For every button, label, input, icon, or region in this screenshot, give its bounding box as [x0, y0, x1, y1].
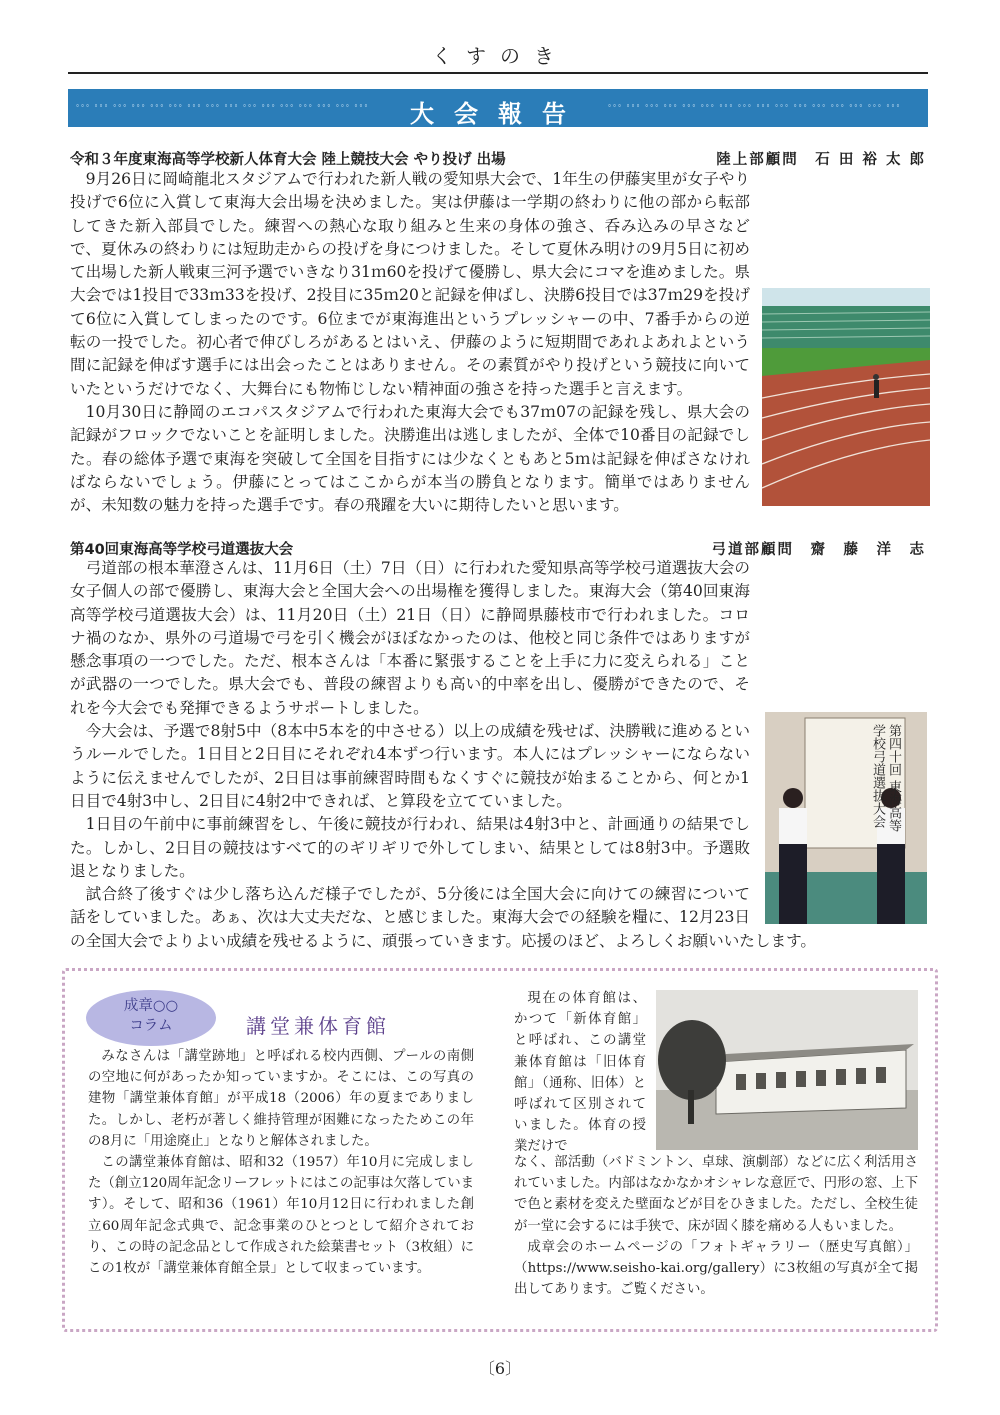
title-rule — [68, 72, 928, 74]
article2-paragraph-3: 1日目の午前中に事前練習をし、午後に競技が行われ、結果は4射3中と、計画通りの結果でした。しかし、2日目の競技はすべて的のギリギリで外してしまい、結果としては8射3中。予選敗退となりました。 — [70, 815, 750, 880]
column-left-paragraph-1: みなさんは「講堂跡地」と呼ばれる校内西側、プールの南側の空地に何があったか知っていますか。そこには、この写真の建物「講堂兼体育館」が平成18（2006）年の夏までありました。しかし、老朽が著しく維持管理が困難になったためこの年の8月に「用途廃止」となりと解体されました。 — [88, 1049, 474, 1149]
column-badge-line1: 成章○○ — [123, 998, 179, 1014]
kyudo-banner-text: 第四十回 東海高等学校弓道選抜大会 — [870, 724, 901, 833]
article2-paragraph-1: 弓道部の根本華澄さんは、11月6日（土）7日（日）に行われた愛知県高等学校弓道選抜大会の女子個人の部で優勝し、東海大会と全国大会への出場権を獲得しました。東海大会（第40回東海高等学校弓道選抜大会）は、11月20日（土）21日（日）に静岡県藤枝市で行われました。コロナ禍のなか、県外の弓道場で弓を引く機会がほぼなかったのは、他校と同じ条件ではありますが懸念事項の一つでした。ただ、根本さんは「本番に緊張することを上手に力に変えられる」ことが武器の一つでした。県大会でも、普段の練習よりも高い的中率を出し、優勝ができたので、それを今大会でも発揮できるようサポートしました。 — [70, 559, 750, 717]
column-badge — [86, 990, 216, 1046]
gym-photo — [656, 990, 918, 1150]
article2-title: 第40回東海高等学校弓道選抜大会 — [70, 542, 294, 558]
banner-title: 大会報告 — [410, 100, 586, 128]
article1-paragraph-2: 10月30日に静岡のエコパスタジアムで行われた東海大会でも37ｍ07の記録を残し、県大会の記録がフロックでないことを証明しました。決勝進出は逃しましたが、全体で10番目の記録でした。春の総体予選で東海を突破して全国を目指すには少なくともあと5ｍは記録を伸ばさなければならないでしょう。伊藤にとってはここからが本当の勝負となります。簡単ではありませんが、未知数の魅力を持った選手です。春の飛躍を大いに期待したいと思います。 — [70, 402, 750, 515]
article2-paragraph-2: 今大会は、予選で8射5中（8本中5本を的中させる）以上の成績を残せば、決勝戦に進めるというルールでした。1日目と2日目にそれぞれ4本ずつ行います。本人にはプレッシャーにならないように伝えませんでしたが、2日目は事前練習時間もなくすぐに競技が始まることから、何とか1日目で4射3中し、2日目に4射2中できれば、と算段を立てていました。 — [70, 722, 750, 810]
article1-paragraph-1: 9月26日に岡崎龍北スタジアムで行われた新人戦の愛知県大会で、1年生の伊藤実里が女子やり投げで6位に入賞して東海大会出場を決めました。実は伊藤は一学期の終わりに他の部から転部してきた新入部員でした。練習への熱心な取り組みと生来の身体の強さ、呑み込みの早さなどで、夏休みの終わりには短助走からの投げを身につけました。そして夏休み明けの9月5日に初めて出場した新人戦東三河予選でいきなり31ｍ60を投げて優勝し、県大会にコマを進めました。県大会では1投目で33ｍ33を投げ、2投目に35ｍ20と記録を伸ばし、決勝6投目では37ｍ29を投げて6位に入賞してしまったのです。6位までが東海進出というプレッシャーの中、7番手からの逆転の一投でした。初心者で伸びしろがあるとはいえ、伊藤のように短期間であれよあれよという間に記録を伸ばす選手には出会ったことはありません。その素質がやり投げという競技に向いていたというだけでなく、大舞台にも物怖じしない精神面の強さを持った選手と言えます。 — [70, 170, 750, 398]
banner-dots-right: ﾟﾟﾟ ﾟﾟﾟ ﾟﾟﾟ ﾟﾟﾟ ﾟﾟﾟ ﾟﾟﾟ ﾟﾟﾟ ﾟﾟﾟ ﾟﾟﾟ ﾟﾟﾟ ﾟﾟﾟ ﾟﾟﾟ ﾟﾟﾟ ﾟﾟﾟ ﾟﾟﾟ ﾟﾟﾟ — [608, 105, 903, 116]
column-right-paragraph-1: なく、部活動（バドミントン、卓球、演劇部）などに広く利活用されていました。内部はなかなかオシャレな意匠で、円形の窓、上下で色と素材を変えた壁面などが目をひきました。ただし、全校生徒が一堂に会するには手狭で、床が固く膝を痛める人もいました。 — [514, 1155, 918, 1234]
stadium-image — [762, 288, 930, 506]
column-badge-line2: コラム — [129, 1018, 173, 1034]
column-left-text — [88, 1046, 474, 1322]
column-right-top-text — [514, 988, 646, 1154]
article1-heading — [70, 148, 926, 169]
banner-dots-left: ﾟﾟﾟ ﾟﾟﾟ ﾟﾟﾟ ﾟﾟﾟ ﾟﾟﾟ ﾟﾟﾟ ﾟﾟﾟ ﾟﾟﾟ ﾟﾟﾟ ﾟﾟﾟ ﾟﾟﾟ ﾟﾟﾟ ﾟﾟﾟ ﾟﾟﾟ ﾟﾟﾟ ﾟﾟﾟ — [76, 105, 371, 116]
article2-author: 弓道部顧問 齋 藤 洋 志 — [711, 542, 926, 558]
column-right-top-paragraph: 現在の体育館は、かつて「新体育館」と呼ばれ、この講堂兼体育館は「旧体育館」（通称、旧体）と呼ばれて区別されていました。体育の授業だけで — [514, 991, 646, 1155]
column-right-text — [514, 1152, 918, 1322]
javelin-photo — [762, 288, 930, 506]
article2-heading — [70, 538, 926, 559]
article1-author: 陸上部顧問 石 田 裕 太 郎 — [716, 152, 926, 168]
page-title: くすのき — [432, 44, 568, 68]
section-banner — [68, 89, 928, 127]
column-left-paragraph-2: この講堂兼体育館は、昭和32（1957）年10月に完成しました（創立120周年記念リーフレットにはこの記事は欠落しています）。そして、昭和36（1961）年10月12日に行われました創立60周年記念式典で、記念事業のひとつとして紹介されており、この時の記念品として作成された絵葉書セット（3枚組）にこの1枚が「講堂兼体育館全景」として収まっています。 — [88, 1155, 474, 1277]
gym-image — [656, 990, 918, 1150]
article1-title: 令和３年度東海高等学校新人体育大会 陸上競技大会 やり投げ 出場 — [70, 152, 506, 168]
column-right-paragraph-2: 成章会のホームページの「フォトギャラリー（歴史写真館）」（https://www.seisho-kai.org/gallery）に3枚組の写真が全て掲出してあります。ご覧ください。 — [514, 1239, 918, 1298]
column-title: 講堂兼体育館 — [246, 1014, 390, 1038]
kyudo-photo — [765, 712, 927, 924]
article2-paragraph-4: 試合終了後すぐは少し落ち込んだ様子でしたが、5分後には全国大会に向けての練習について話をしていました。あぁ、次は大丈夫だな、と感じました。東海大会での経験を糧に、12月23日の全国大会でよりよい成績を残せるように、頑張っていきます。応援のほど、よろしくお願いいたします。 — [70, 885, 817, 950]
page-number: 〔6〕 — [478, 1359, 522, 1378]
